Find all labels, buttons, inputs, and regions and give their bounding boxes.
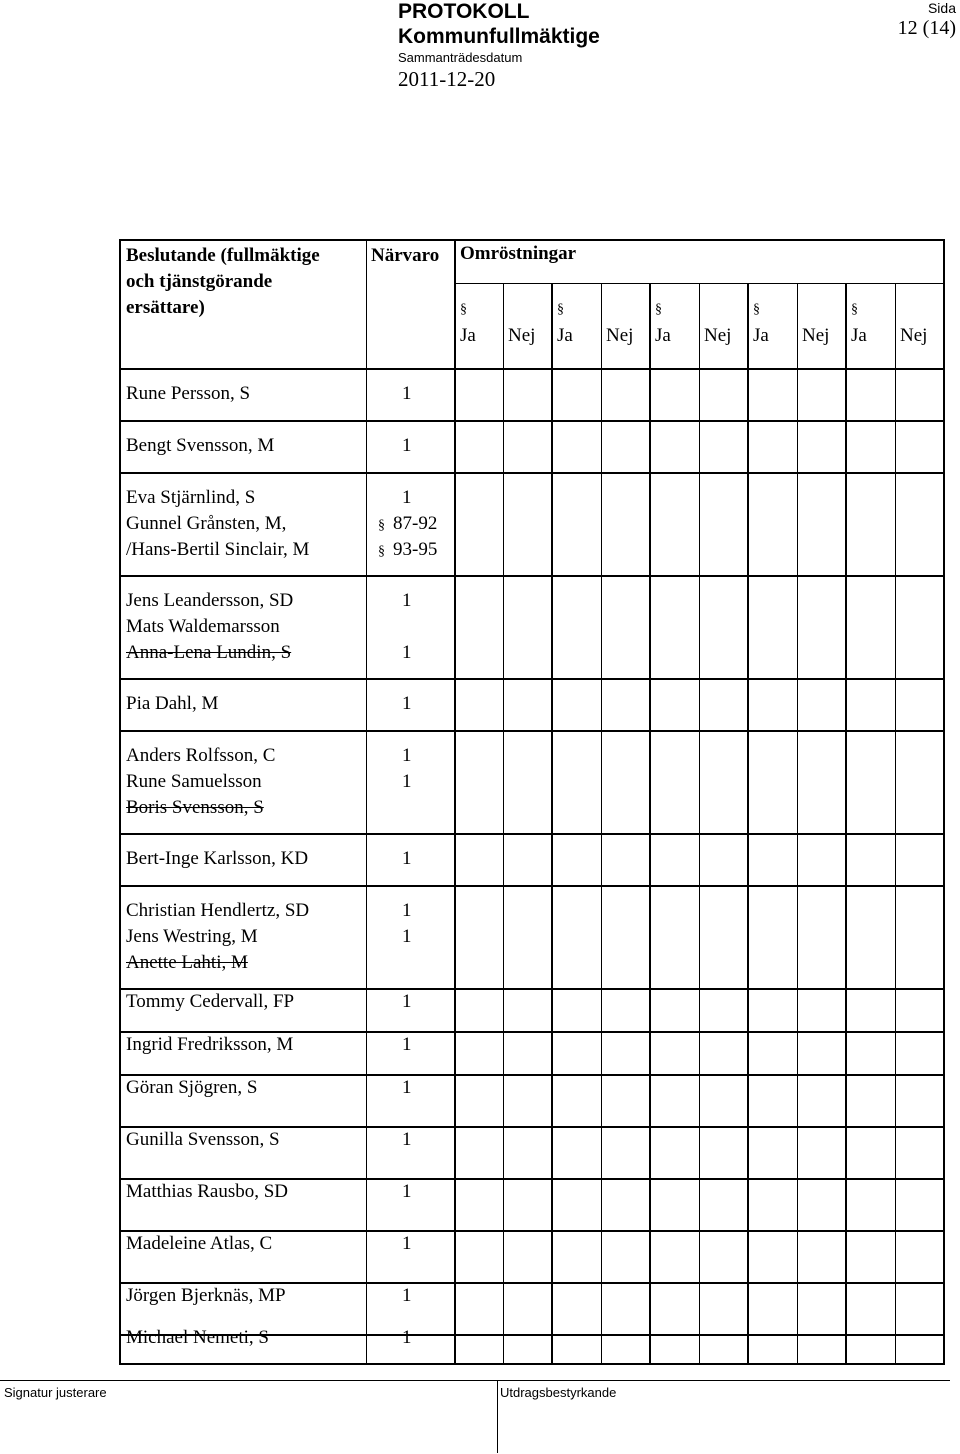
footer-column-divider	[497, 1381, 498, 1453]
footer-divider	[0, 1380, 950, 1381]
presence-value: 1	[402, 1285, 412, 1306]
yes-no-divider	[895, 283, 896, 1365]
member-name: Christian Hendlertz, SD	[126, 900, 310, 921]
presence-value: 1	[402, 590, 412, 611]
member-name: Matthias Rausbo, SD	[126, 1181, 289, 1202]
presence-value: 1	[402, 642, 412, 663]
member-name: Mats Waldemarsson	[126, 616, 280, 637]
row-divider	[119, 730, 945, 732]
votes-header: Omröstningar	[460, 243, 577, 264]
vote-round-divider	[551, 283, 553, 1365]
row-divider	[119, 420, 945, 422]
presence-range: 93-95	[393, 539, 438, 560]
row-divider	[119, 885, 945, 887]
column-divider	[366, 239, 367, 1365]
yes-column-header: Ja	[753, 325, 769, 346]
member-name: Jens Leandersson, SD	[126, 590, 294, 611]
vote-round-divider	[747, 283, 749, 1365]
section-symbol: §	[460, 302, 467, 317]
row-divider	[119, 472, 945, 474]
yes-no-divider	[699, 283, 700, 1365]
presence-value: 1	[402, 900, 412, 921]
presence-value: 1	[402, 745, 412, 766]
member-name: Anders Rolfsson, C	[126, 745, 276, 766]
body-name: Kommunfullmäktige	[398, 25, 600, 48]
presence-value: 1	[402, 1327, 412, 1348]
header-row-divider	[119, 368, 945, 370]
presence-value: 1	[402, 848, 412, 869]
presence-value: 1	[402, 487, 412, 508]
presence-value: 1	[402, 1129, 412, 1150]
member-name: Jörgen Bjerknäs, MP	[126, 1285, 286, 1306]
decision-makers-header: och tjänstgörande	[126, 271, 273, 292]
row-divider	[119, 833, 945, 835]
presence-value: 1	[402, 435, 412, 456]
presence-value: 1	[402, 1233, 412, 1254]
table-border-left	[119, 239, 121, 1365]
presence-value: 1	[402, 383, 412, 404]
member-name: Göran Sjögren, S	[126, 1077, 258, 1098]
presence-header: Närvaro	[371, 245, 440, 266]
extract-certification-label: Utdragsbestyrkande	[500, 1385, 617, 1400]
section-symbol: §	[851, 302, 858, 317]
member-name: Gunilla Svensson, S	[126, 1129, 280, 1150]
yes-column-header: Ja	[851, 325, 867, 346]
member-name: Tommy Cedervall, FP	[126, 991, 295, 1012]
yes-column-header: Ja	[557, 325, 573, 346]
no-column-header: Nej	[900, 325, 928, 346]
page-label: Sida	[927, 0, 956, 16]
presence-value: 1	[402, 693, 412, 714]
member-name: Jens Westring, M	[126, 926, 258, 947]
member-name: Rune Samuelsson	[126, 771, 262, 792]
column-divider	[454, 239, 456, 1365]
document-title: PROTOKOLL	[398, 0, 530, 23]
member-name: Michael Nemeti, S	[126, 1327, 269, 1348]
vote-round-divider	[845, 283, 847, 1365]
presence-value: 1	[402, 991, 412, 1012]
table-border-bottom	[119, 1363, 945, 1365]
presence-value: 1	[402, 926, 412, 947]
member-name: Anette Lahti, M	[126, 952, 248, 973]
member-name: Madeleine Atlas, C	[126, 1233, 273, 1254]
section-symbol: §	[378, 518, 385, 533]
row-divider	[119, 678, 945, 680]
page-number: 12 (14)	[897, 17, 956, 39]
member-name: Ingrid Fredriksson, M	[126, 1034, 294, 1055]
presence-value: 1	[402, 1181, 412, 1202]
no-column-header: Nej	[606, 325, 634, 346]
section-symbol: §	[753, 302, 760, 317]
meeting-date: 2011-12-20	[398, 67, 496, 91]
attendance-vote-table	[119, 239, 945, 1365]
yes-no-divider	[797, 283, 798, 1365]
member-name: Anna-Lena Lundin, S	[126, 642, 292, 663]
no-column-header: Nej	[508, 325, 536, 346]
member-name: Bengt Svensson, M	[126, 435, 275, 456]
presence-value: 1	[402, 771, 412, 792]
yes-no-divider	[601, 283, 602, 1365]
yes-no-divider	[503, 283, 504, 1365]
row-divider	[119, 575, 945, 577]
yes-column-header: Ja	[655, 325, 671, 346]
table-border-right	[943, 239, 945, 1365]
vote-round-divider	[649, 283, 651, 1365]
decision-makers-header: ersättare)	[126, 297, 205, 318]
member-name: /Hans-Bertil Sinclair, M	[126, 539, 310, 560]
member-name: Rune Persson, S	[126, 383, 251, 404]
section-symbol: §	[655, 302, 662, 317]
member-name: Pia Dahl, M	[126, 693, 219, 714]
presence-value: 1	[402, 1077, 412, 1098]
no-column-header: Nej	[802, 325, 830, 346]
presence-value: 1	[402, 1034, 412, 1055]
member-name: Gunnel Grånsten, M,	[126, 513, 287, 534]
section-symbol: §	[378, 544, 385, 559]
presence-range: 87-92	[393, 513, 438, 534]
member-name: Eva Stjärnlind, S	[126, 487, 256, 508]
member-name: Boris Svensson, S	[126, 797, 264, 818]
member-name: Bert-Inge Karlsson, KD	[126, 848, 309, 869]
meeting-date-label: Sammanträdesdatum	[398, 50, 523, 65]
section-symbol: §	[557, 302, 564, 317]
yes-column-header: Ja	[460, 325, 476, 346]
signature-label: Signatur justerare	[4, 1385, 107, 1400]
no-column-header: Nej	[704, 325, 732, 346]
decision-makers-header: Beslutande (fullmäktige	[126, 245, 320, 266]
